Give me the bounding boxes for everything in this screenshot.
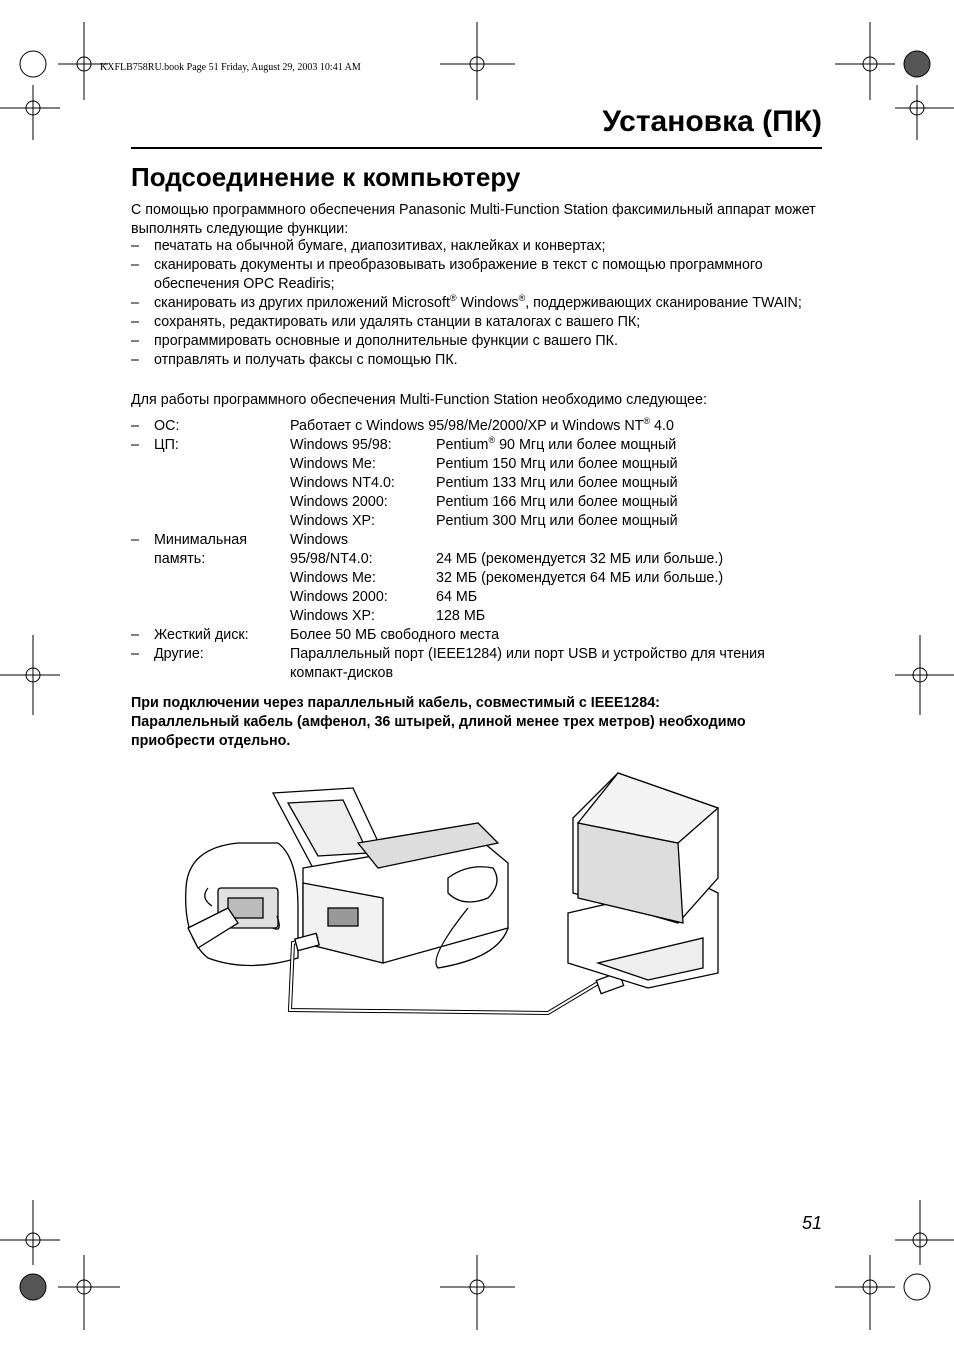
list-item: – сканировать документы и преобразовывать изображение в текст с помощью программного обеспечения OPC Readiris; — [131, 257, 763, 292]
list-item: – программировать основные и дополнительные функции с вашего ПК. — [131, 333, 618, 349]
computer — [568, 773, 718, 988]
feature-list — [131, 237, 831, 370]
port-closeup-inset — [186, 843, 298, 966]
list-item: – отправлять и получать факсы с помощью ПК. — [131, 352, 458, 368]
list-item: – печатать на обычной бумаге, диапозитивах, наклейках и конвертах; — [131, 238, 606, 254]
list-item: – сохранять, редактировать или удалять станции в каталогах с вашего ПК; — [131, 314, 641, 330]
requirements-table — [131, 417, 831, 683]
req-os: – ОС: Работает с Windows 95/98/Me/2000/XP и Windows NT® 4.0 — [131, 416, 674, 434]
title-divider — [131, 147, 822, 149]
page-number: 51 — [801, 1213, 822, 1233]
req-memory: – Минимальная память: Windows 95/98/NT4.0: 24 МБ (рекомендуется 32 МБ или больше.) Windows Me: 32 МБ (рекомендуется 64 МБ или больше.) Windows 2000: 64 МБ Windows XP: 128 МБ — [131, 532, 724, 624]
note-line-2: Параллельный кабель (амфенол, 36 штырей, длиной менее трех метров) необходимо приобрести отдельно. — [131, 714, 746, 749]
requirements-intro: Для работы программного обеспечения Multi-Function Station необходимо следующее: — [131, 392, 707, 408]
connection-illustration — [178, 768, 728, 1048]
cable-note — [131, 694, 821, 751]
req-disk: – Жесткий диск: Более 50 МБ свободного места — [131, 627, 500, 643]
list-item: – сканировать из других приложений Microsoft® Windows®, поддерживающих сканирование TWAIN; — [131, 293, 802, 311]
note-line-1: При подключении через параллельный кабель, совместимый с IEEE1284: — [131, 695, 660, 711]
req-other: – Другие: Параллельный порт (IEEE1284) или порт USB и устройство для чтения компакт-дисков — [131, 646, 765, 681]
file-info-header: KXFLB758RU.book Page 51 Friday, August 29, 2003 10:41 AM — [100, 62, 361, 73]
req-cpu: – ЦП: Windows 95/98: Pentium® 90 Мгц или более мощный Windows Me: Pentium 150 Мгц или более мощный Windows NT4.0: Pentium 133 Мгц или более мощный Windows 2000: Pentium 166 Мгц или более мощный Windows XP: Pentium 300 Мгц или более мощный — [131, 435, 678, 529]
intro-paragraph: С помощью программного обеспечения Panasonic Multi-Function Station факсимильный аппарат может выполнять следующие функции: — [131, 202, 816, 237]
section-title: Установка (ПК) — [602, 105, 822, 138]
page-heading: Подсоединение к компьютеру — [131, 162, 521, 192]
